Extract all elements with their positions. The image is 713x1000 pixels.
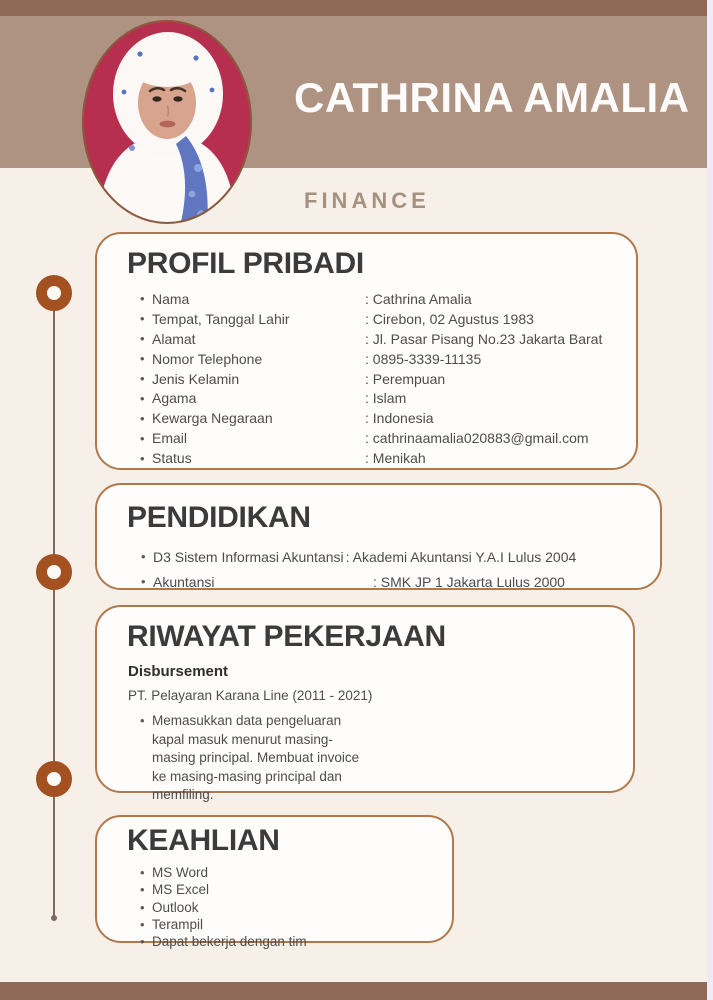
profil-row-label: Email: [152, 430, 188, 447]
bullet-icon: •: [140, 713, 145, 728]
job-duty-item: [140, 712, 633, 805]
profil-row-value: : Menikah: [365, 450, 426, 467]
bullet-icon: •: [141, 574, 146, 589]
section-title-profil: PROFIL PRIBADI: [127, 247, 364, 280]
timeline-line: [53, 293, 55, 918]
bullet-icon: •: [140, 865, 145, 881]
profil-rows: [140, 289, 636, 468]
skill-label: Terampil: [152, 917, 204, 933]
profil-row-label: Nomor Telephone: [152, 350, 263, 367]
education-row: [141, 544, 660, 569]
role-title: FINANCE: [304, 188, 430, 213]
job-position: Disbursement: [128, 663, 229, 680]
section-title-pendidikan: PENDIDIKAN: [127, 501, 311, 534]
section-title-keahlian: KEAHLIAN: [127, 824, 280, 857]
bullet-icon: •: [140, 351, 145, 367]
profil-row: [140, 329, 636, 349]
profil-row-label: Jenis Kelamin: [152, 370, 240, 387]
profil-row: [140, 408, 636, 428]
card-profil-pribadi: [95, 232, 638, 470]
skill-label: Outlook: [152, 899, 199, 915]
timeline-dot-riwayat: [36, 761, 72, 797]
keahlian-rows: [140, 864, 452, 950]
education-row-label: D3 Sistem Informasi Akuntansi: [153, 548, 344, 565]
footer-band: [0, 982, 713, 1000]
profile-photo-illustration: [80, 18, 254, 226]
job-company: PT. Pelayaran Karana Line (2011 - 2021): [128, 688, 373, 703]
timeline-end-dot: [51, 915, 57, 921]
skill-label: Dapat bekerja dengan tim: [152, 934, 307, 950]
bullet-icon: •: [140, 917, 145, 933]
education-row: [141, 569, 660, 594]
profil-row-label: Tempat, Tanggal Lahir: [152, 310, 290, 327]
timeline-dot-pendidikan: [36, 554, 72, 590]
profil-row-label: Kewarga Negaraan: [152, 410, 273, 427]
profil-row: [140, 428, 636, 448]
bullet-icon: •: [140, 899, 145, 915]
profil-row: [140, 349, 636, 369]
education-row-value: : Akademi Akuntansi Y.A.I Lulus 2004: [345, 548, 577, 565]
bullet-icon: •: [140, 450, 145, 466]
pendidikan-rows: [141, 544, 660, 594]
bullet-icon: •: [140, 331, 145, 347]
bullet-icon: •: [140, 430, 145, 446]
skill-item: [140, 881, 452, 898]
profile-photo: [80, 18, 254, 226]
education-row-label: Akuntansi: [153, 573, 215, 590]
profil-row: [140, 388, 636, 408]
bullet-icon: •: [141, 549, 146, 564]
top-strip: [0, 0, 713, 16]
profil-row-label: Nama: [152, 290, 190, 307]
skill-item: [140, 864, 452, 881]
card-riwayat-pekerjaan: [95, 605, 635, 802]
skill-item: [140, 899, 452, 916]
section-title-riwayat: RIWAYAT PEKERJAAN: [127, 620, 446, 653]
applicant-name: CATHRINA AMALIA: [294, 74, 690, 121]
profil-row-value: : Perempuan: [365, 370, 446, 387]
profil-row-value: : Jl. Pasar Pisang No.23 Jakarta Barat: [365, 330, 603, 347]
bullet-icon: •: [140, 311, 145, 327]
bullet-icon: •: [140, 371, 145, 386]
profil-row: [140, 369, 636, 389]
bullet-icon: •: [140, 390, 145, 406]
card-pendidikan: [95, 483, 662, 590]
page-right-edge: [707, 0, 713, 1000]
profil-row-value: : Islam: [365, 390, 407, 407]
profil-row: [140, 289, 636, 309]
profil-row-label: Alamat: [152, 330, 196, 347]
card-keahlian: [95, 815, 454, 950]
bullet-icon: •: [140, 934, 145, 950]
job-duty-text: Memasukkan data pengeluaran kapal masuk menurut masing-masing principal. Membuat invoice ke masing-masing principal dan memfiling.: [152, 713, 360, 802]
profil-row-label: Agama: [152, 390, 197, 407]
skill-label: MS Excel: [152, 882, 210, 898]
timeline-dot-profil: [36, 275, 72, 311]
profil-row-value: : Indonesia: [365, 410, 434, 427]
profil-row-value: : Cirebon, 02 Agustus 1983: [365, 310, 534, 327]
profil-row-value: : cathrinaamalia020883@gmail.com: [365, 430, 589, 447]
skill-item: [140, 916, 452, 933]
education-row-value: : SMK JP 1 Jakarta Lulus 2000: [373, 573, 565, 590]
profil-row: [140, 309, 636, 329]
skill-label: MS Word: [152, 865, 209, 881]
skill-item: [140, 933, 452, 950]
profil-row: [140, 448, 636, 468]
bullet-icon: •: [140, 882, 145, 898]
bullet-icon: •: [140, 410, 145, 426]
profil-row-label: Status: [152, 450, 192, 467]
profil-row-value: : 0895-3339-11135: [365, 350, 482, 367]
profil-row-value: : Cathrina Amalia: [365, 290, 472, 307]
bullet-icon: •: [140, 291, 145, 307]
